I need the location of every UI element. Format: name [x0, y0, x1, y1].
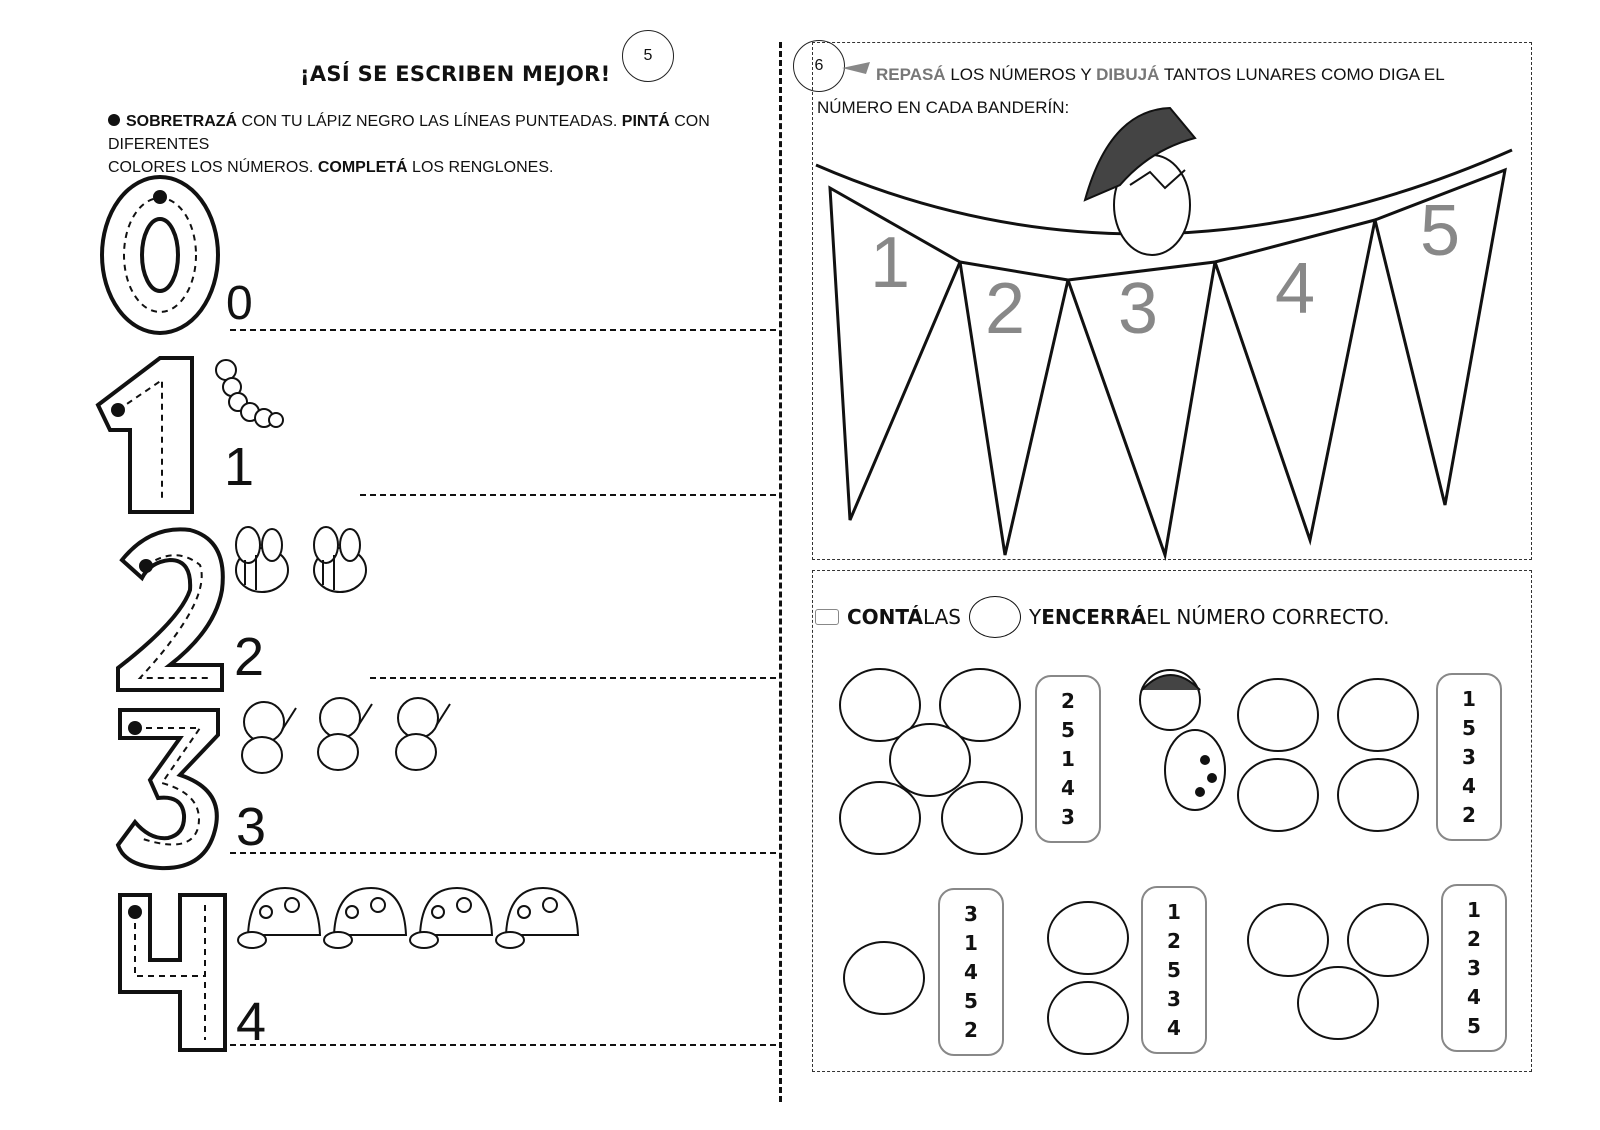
option[interactable]: 4 [964, 959, 978, 984]
option[interactable]: 2 [1462, 802, 1476, 827]
row-4-written: 4 [236, 992, 267, 1052]
option[interactable]: 3 [1167, 986, 1181, 1011]
ball-group-4 [1048, 902, 1128, 1054]
option[interactable]: 5 [1467, 1013, 1481, 1038]
ball-group-5 [1248, 904, 1428, 1039]
option[interactable]: 1 [964, 931, 978, 956]
row-0-written: 0 [226, 277, 253, 330]
option[interactable]: 1 [1061, 746, 1075, 771]
option[interactable]: 5 [1061, 718, 1075, 743]
instructions: SOBRETRAZÁ CON TU LÁPIZ NEGRO LAS LÍNEAS PUNTEADAS. PINTÁ CON DIFERENTES COLORES LOS NÚMEROS. COMPLETÁ LOS RENGLONES. [108, 113, 710, 176]
flag-label-5: 5 [1420, 191, 1461, 271]
option[interactable]: 5 [964, 988, 978, 1013]
ball-group-1 [840, 669, 1022, 854]
option[interactable]: 1 [1467, 898, 1481, 923]
ball-group-3 [844, 942, 924, 1014]
pennant-instructions-line2: NÚMERO EN CADA BANDERÍN: [817, 98, 1070, 117]
options-box-5 [1441, 884, 1507, 1052]
page-title: ¡ASÍ SE ESCRIBEN MEJOR! [300, 62, 611, 86]
option[interactable]: 4 [1467, 984, 1481, 1009]
option[interactable]: 4 [1462, 773, 1476, 798]
flag-label-2: 2 [985, 269, 1026, 349]
option[interactable]: 2 [1167, 929, 1181, 954]
option[interactable]: 3 [1467, 955, 1481, 980]
flag-label-3: 3 [1118, 269, 1159, 349]
options-box-3 [938, 888, 1004, 1056]
option[interactable]: 1 [1462, 687, 1476, 712]
options-box-1 [1035, 675, 1101, 843]
flag-label-1: 1 [870, 223, 911, 303]
ball-group-2 [1238, 679, 1418, 831]
option[interactable]: 4 [1167, 1015, 1181, 1040]
page-number-6: 6 [793, 40, 845, 92]
option[interactable]: 3 [964, 902, 978, 927]
row-1-written: 1 [224, 437, 255, 497]
page-number-5: 5 [622, 30, 674, 82]
option[interactable]: 1 [1167, 900, 1181, 925]
flag-label-4: 4 [1275, 249, 1316, 329]
options-box-2 [1436, 673, 1502, 841]
option[interactable]: 3 [1061, 804, 1075, 829]
ladybug-icon [1140, 670, 1225, 810]
pennant-instructions: REPASÁ LOS NÚMEROS Y DIBUJÁ TANTOS LUNARES COMO DIGA EL [876, 65, 1445, 84]
option[interactable]: 5 [1167, 957, 1181, 982]
options-box-4 [1141, 886, 1207, 1054]
option[interactable]: 2 [1467, 927, 1481, 952]
option[interactable]: 5 [1462, 716, 1476, 741]
count-instructions: CONTÁ LAS Y ENCERRÁ EL NÚMERO CORRECTO. [815, 596, 1389, 638]
option[interactable]: 2 [964, 1017, 978, 1042]
option[interactable]: 2 [1061, 689, 1075, 714]
row-3-written: 3 [236, 797, 267, 857]
option[interactable]: 4 [1061, 775, 1075, 800]
option[interactable]: 3 [1462, 744, 1476, 769]
row-2-written: 2 [234, 627, 265, 687]
